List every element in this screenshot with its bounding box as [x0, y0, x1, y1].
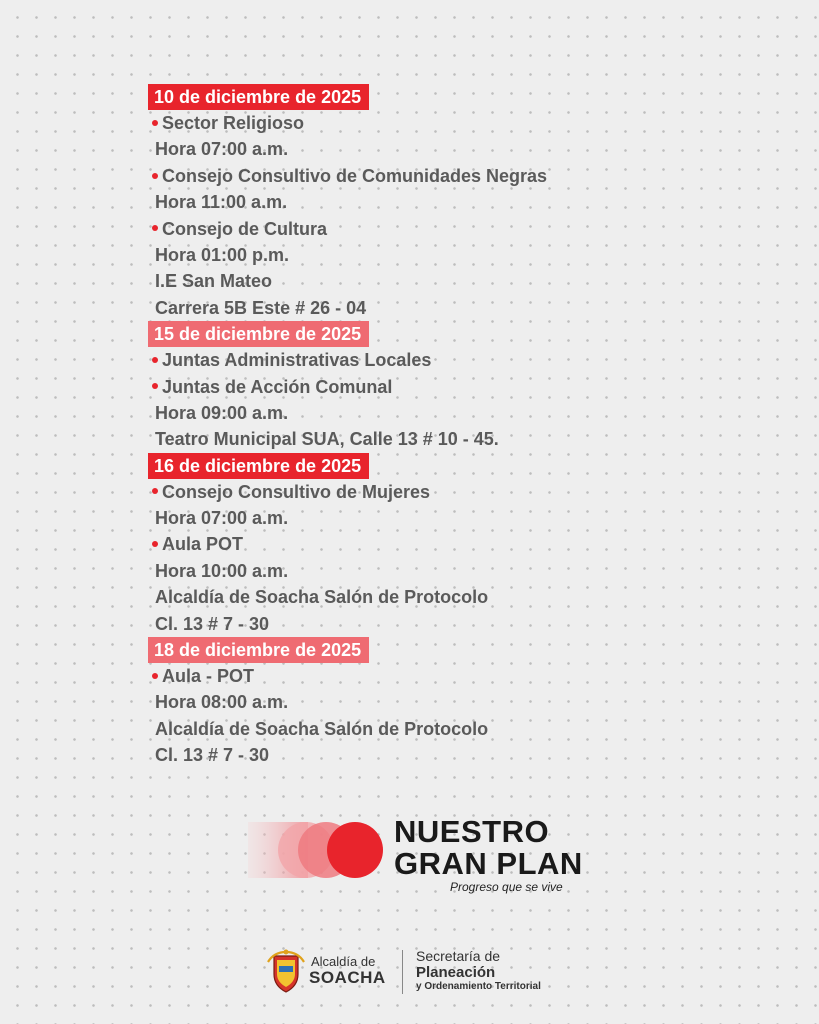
event-text: Hora 11:00 a.m. [155, 192, 288, 213]
event-item [148, 374, 708, 400]
event-text: Cl. 13 # 7 - 30 [155, 745, 270, 766]
event-text: Hora 07:00 a.m. [155, 508, 289, 529]
event-item [148, 347, 708, 373]
date-banner: 10 de diciembre de 2025 [148, 84, 369, 110]
event-detail [148, 742, 708, 768]
event-text: Hora 07:00 a.m. [155, 139, 289, 160]
secretaria-line-1: Secretaría de [416, 948, 501, 964]
nuestro-gran-plan-logo [248, 812, 588, 894]
event-item [148, 531, 708, 557]
event-item [148, 663, 708, 689]
date-banner: 18 de diciembre de 2025 [148, 637, 369, 663]
logo-tagline: Progreso que se vive [450, 880, 563, 894]
event-text: Sector Religioso [162, 113, 305, 133]
secretaria-line-2: Planeación [416, 964, 496, 981]
event-text: Alcaldía de Soacha Salón de Protocolo [155, 718, 489, 739]
event-item [148, 110, 708, 136]
bullet-icon [152, 357, 158, 363]
event-item [148, 479, 708, 505]
event-text: Consejo Consultivo de Comunidades Negras [162, 165, 548, 186]
schedule-day [148, 453, 708, 637]
bullet-icon [152, 225, 158, 231]
event-text: I.E San Mateo [155, 271, 273, 292]
bullet-icon [152, 488, 158, 494]
event-text: Aula - POT [162, 666, 255, 687]
event-item [148, 163, 708, 189]
bullet-icon [152, 120, 158, 126]
event-detail [148, 295, 708, 321]
event-detail [148, 558, 708, 584]
footer-divider [402, 950, 403, 994]
date-banner: 15 de diciembre de 2025 [148, 321, 369, 347]
event-detail [148, 400, 708, 426]
event-text: Cl. 13 # 7 - 30 [155, 613, 270, 634]
bullet-icon [152, 383, 158, 389]
overlapping-circles-icon [248, 816, 388, 886]
event-detail [148, 136, 708, 162]
schedule-day [148, 321, 708, 453]
event-text: Hora 01:00 p.m. [155, 244, 290, 265]
event-text: Juntas Administrativas Locales [162, 350, 432, 371]
event-text: Hora 08:00 a.m. [155, 692, 289, 713]
event-text: Hora 10:00 a.m. [155, 560, 289, 581]
logo-line-1: NUESTRO [394, 814, 550, 849]
schedule-day [148, 84, 708, 321]
event-text: Aula POT [162, 534, 244, 555]
event-text: Carrera 5B Este # 26 - 04 [155, 297, 367, 318]
date-banner: 16 de diciembre de 2025 [148, 453, 369, 479]
event-text: Hora 09:00 a.m. [155, 402, 289, 423]
event-detail [148, 716, 708, 742]
alcaldia-name: SOACHA [309, 968, 386, 987]
secretaria-line-3: y Ordenamiento Territorial [416, 981, 541, 992]
footer-institutional-logos [264, 944, 564, 1000]
event-item [148, 216, 708, 242]
bullet-icon [152, 541, 158, 547]
event-detail [148, 268, 708, 294]
event-detail [148, 505, 708, 531]
event-schedule [148, 84, 708, 769]
schedule-day [148, 637, 708, 769]
bullet-icon [152, 673, 158, 679]
event-text: Alcaldía de Soacha Salón de Protocolo [155, 587, 489, 608]
event-text: Consejo Consultivo de Mujeres [162, 481, 431, 502]
event-text: Juntas de Acción Comunal [162, 376, 393, 397]
event-detail [148, 242, 708, 268]
event-detail [148, 426, 708, 452]
event-text: Consejo de Cultura [162, 218, 328, 239]
event-detail [148, 584, 708, 610]
event-detail [148, 689, 708, 715]
alcaldia-prefix: Alcaldía de [311, 954, 376, 969]
bullet-icon [152, 173, 158, 179]
soacha-crest-icon [266, 948, 306, 994]
logo-line-2: GRAN PLAN [394, 846, 583, 881]
event-text: Teatro Municipal SUA, Calle 13 # 10 - 45. [155, 429, 499, 450]
event-detail [148, 611, 708, 637]
event-detail [148, 189, 708, 215]
